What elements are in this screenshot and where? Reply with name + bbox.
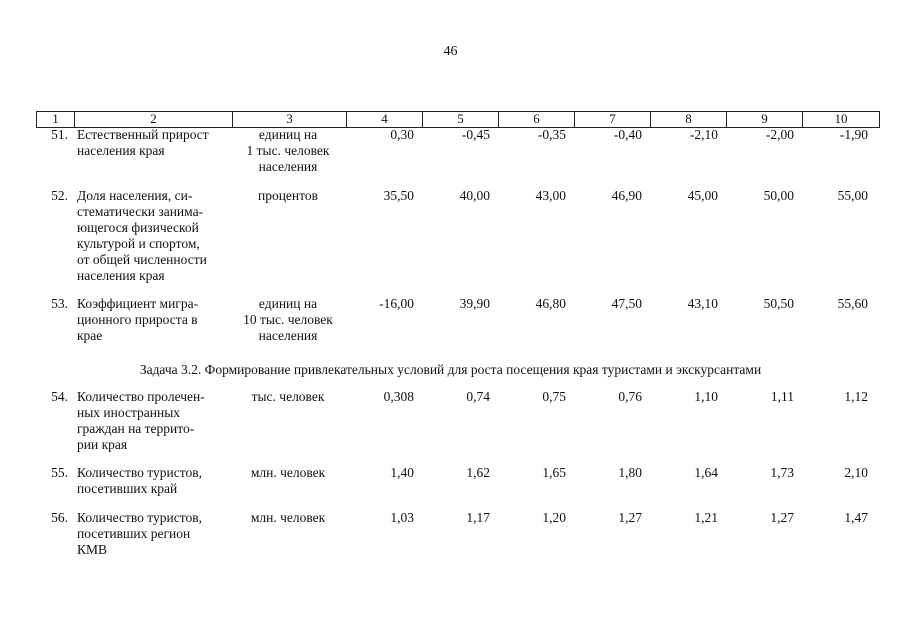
indicator-name-line: населения края — [77, 143, 165, 158]
value-cell: 1,64 — [694, 465, 718, 480]
value-cell: 45,00 — [687, 188, 718, 203]
value-cell: 50,00 — [763, 188, 794, 203]
indicator-name-line: ционного прироста в — [77, 312, 198, 327]
value-cell: 1,11 — [770, 389, 794, 404]
indicator-unit — [233, 465, 343, 481]
row-number: 56. — [51, 510, 68, 525]
indicator-unit — [233, 389, 343, 405]
header-col-6: 6 — [499, 112, 575, 127]
indicator-unit — [233, 296, 343, 344]
indicator-name-line: граждан на террито- — [77, 421, 195, 436]
indicator-name — [77, 389, 232, 453]
value-cell: 43,00 — [535, 188, 566, 203]
indicator-unit-line: единиц на — [258, 296, 318, 311]
value-cell: 43,10 — [687, 296, 718, 311]
value-cell: -0,35 — [537, 127, 566, 142]
value-cell: 50,50 — [763, 296, 794, 311]
value-cell: 1,10 — [694, 389, 718, 404]
indicator-unit-line: млн. человек — [250, 465, 326, 480]
indicator-name-line: Количество туристов, — [77, 465, 202, 480]
indicator-name-line: ющегося физической — [77, 220, 199, 235]
indicator-name-line: посетивших край — [77, 481, 178, 496]
value-cell: -0,40 — [613, 127, 642, 142]
value-cell: 1,40 — [390, 465, 414, 480]
value-cell: 1,21 — [694, 510, 718, 525]
indicator-unit-line: 1 тыс. человек — [246, 143, 330, 158]
indicator-name-line: КМВ — [77, 542, 108, 557]
indicator-name — [77, 127, 232, 159]
value-cell: 1,17 — [466, 510, 490, 525]
value-cell: 0,74 — [466, 389, 490, 404]
value-cell: 1,47 — [844, 510, 868, 525]
indicator-unit — [233, 188, 343, 204]
value-cell: 55,60 — [837, 296, 868, 311]
indicator-unit-line: 10 тыс. человек — [243, 312, 333, 327]
indicator-name-line: культурой и спортом, — [77, 236, 200, 251]
value-cell: 1,27 — [770, 510, 794, 525]
value-cell: 1,03 — [390, 510, 414, 525]
value-cell: 39,90 — [459, 296, 490, 311]
indicator-name-line: стематически занима- — [77, 204, 204, 219]
header-col-9: 9 — [727, 112, 803, 127]
value-cell: 55,00 — [837, 188, 868, 203]
value-cell: 1,80 — [618, 465, 642, 480]
value-cell: -16,00 — [379, 296, 414, 311]
header-col-4: 4 — [347, 112, 423, 127]
row-number: 54. — [51, 389, 68, 404]
indicator-name — [77, 296, 232, 344]
value-cell: 0,76 — [618, 389, 642, 404]
value-cell: 1,62 — [466, 465, 490, 480]
value-cell: 1,73 — [770, 465, 794, 480]
indicator-name-line: ных иностранных — [77, 405, 181, 420]
value-cell: 1,12 — [844, 389, 868, 404]
header-col-1: 1 — [37, 112, 75, 127]
indicator-unit — [233, 127, 343, 175]
header-col-10: 10 — [834, 111, 848, 126]
value-cell: 1,65 — [542, 465, 566, 480]
value-cell: 40,00 — [459, 188, 490, 203]
indicator-unit-line: населения — [258, 159, 318, 174]
value-cell: -2,00 — [765, 127, 794, 142]
value-cell: 0,30 — [390, 127, 414, 142]
value-cell: 0,308 — [383, 389, 414, 404]
indicator-unit-line: единиц на — [258, 127, 318, 142]
indicator-name-line: Количество туристов, — [77, 510, 202, 525]
indicator-unit-line: процентов — [257, 188, 318, 203]
indicator-name-line: Естественный прирост — [77, 127, 209, 142]
value-cell: 1,20 — [542, 510, 566, 525]
value-cell: -2,10 — [689, 127, 718, 142]
indicator-name-line: рии края — [77, 437, 128, 452]
page-number: 46 — [443, 44, 458, 59]
table-header-row — [36, 111, 880, 128]
header-col-3: 3 — [233, 112, 347, 127]
row-number: 53. — [51, 296, 68, 311]
indicator-name-line: населения края — [77, 268, 165, 283]
indicator-name — [77, 510, 232, 558]
indicator-name-line: Коэффициент мигра- — [77, 296, 199, 311]
row-number: 55. — [51, 465, 68, 480]
value-cell: -0,45 — [461, 127, 490, 142]
indicator-name-line: Доля населения, си- — [77, 188, 193, 203]
row-number: 51. — [51, 127, 68, 142]
indicator-name-line: от общей численности — [77, 252, 207, 267]
value-cell: 46,90 — [611, 188, 642, 203]
indicator-unit-line: населения — [258, 328, 318, 343]
indicator-name — [77, 188, 232, 284]
value-cell: 35,50 — [383, 188, 414, 203]
indicator-name-line: Количество пролечен- — [77, 389, 205, 404]
value-cell: -1,90 — [839, 127, 868, 142]
subsection-title: Задача 3.2. Формирование привлекательных условий для роста посещения края туристами и экскурсантами — [139, 362, 762, 377]
value-cell: 0,75 — [542, 389, 566, 404]
header-col-7: 7 — [575, 112, 651, 127]
value-cell: 46,80 — [535, 296, 566, 311]
value-cell: 47,50 — [611, 296, 642, 311]
indicator-name — [77, 465, 232, 497]
value-cell: 1,27 — [618, 510, 642, 525]
indicator-unit — [233, 510, 343, 526]
value-cell: 2,10 — [844, 465, 868, 480]
header-col-5: 5 — [423, 112, 499, 127]
indicator-name-line: посетивших регион — [77, 526, 191, 541]
header-col-2: 2 — [75, 112, 233, 127]
header-col-8: 8 — [651, 112, 727, 127]
row-number: 52. — [51, 188, 68, 203]
indicator-unit-line: тыс. человек — [251, 389, 325, 404]
indicator-name-line: крае — [77, 328, 103, 343]
indicator-unit-line: млн. человек — [250, 510, 326, 525]
